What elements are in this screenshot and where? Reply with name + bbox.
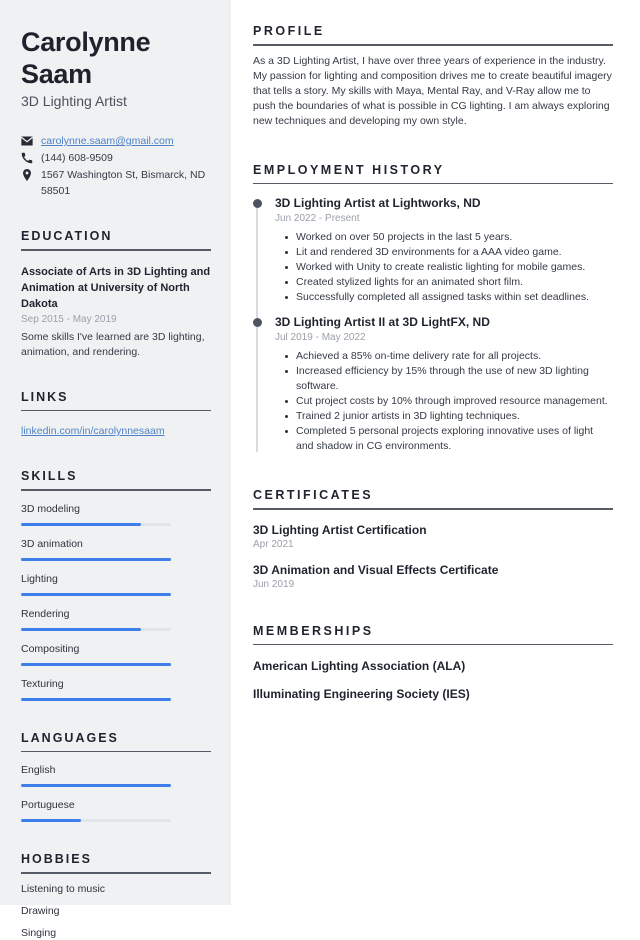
person-name: Carolynne Saam [21,27,151,89]
hobby-item: Singing [21,926,57,939]
education-degree: Associate of Arts in 3D Lighting and Animation at University of North Dakota [21,265,211,310]
skill-item [21,643,211,666]
skill-bar-fill [21,558,171,561]
bullet-text: Lit and rendered 3D environments for a AAA video game. [296,246,562,258]
skills-heading: SKILLS [21,469,78,483]
skill-label: Texturing [21,677,64,690]
profile-text: As a 3D Lighting Artist, I have over three years of experience in the industry. My passion for lighting and composition drives me to create beautiful imagery that tells a story. My skills with Maya, Mental Ray, and V-Ray allow me to push the boundaries of what is possible in CG lighting. I am always exploring new techniques and developing my own style. [253,54,612,127]
certificate-title: 3D Animation and Visual Effects Certificate [253,562,499,577]
links-heading: LINKS [21,389,69,404]
bullet-icon [285,355,288,358]
skill-bar [21,663,171,666]
membership-item: Illuminating Engineering Society (IES) [253,687,470,701]
language-label: English [21,764,56,776]
skill-bar-fill [21,593,171,596]
skill-item [21,608,211,631]
skill-label: Lighting [21,572,58,585]
job-title: 3D Lighting Artist at Lightworks, ND [275,196,481,210]
phone-icon [21,152,33,164]
divider [253,183,613,185]
certificate-date: Apr 2021 [253,538,294,550]
skill-bar-fill [21,628,141,631]
links-section [21,390,211,440]
bullet-item [275,245,613,260]
bullet-icon [285,281,288,284]
certificate-date: Jun 2019 [253,578,295,590]
bullet-item [275,275,613,290]
bullet-icon [285,266,288,269]
person-job-title: 3D Lighting Artist [21,93,127,109]
bullet-item [275,349,613,364]
bullet-item [275,409,613,424]
hobbies-section [21,852,211,940]
education-dates: Sep 2015 - May 2019 [21,313,117,325]
profile-section [253,24,613,129]
certificate-item [253,523,613,550]
skill-item [21,573,211,596]
bullet-item [275,230,613,245]
job-entry [275,196,613,305]
language-label: Portuguese [21,799,75,811]
location-icon [21,169,33,181]
skill-item [21,538,211,561]
bullet-icon [285,415,288,418]
timeline-dot [253,199,262,208]
bullet-icon [285,296,288,299]
skill-item [21,678,211,701]
certificate-item [253,563,613,590]
address: 1567 Washington St, Bismarck, ND 58501 [41,169,206,197]
language-item [21,764,211,787]
bullet-text: Completed 5 personal projects exploring innovative uses of light and shadow in CG environments. [296,425,594,452]
contact-address-row [21,167,211,199]
bullet-icon [285,370,288,373]
bullet-text: Achieved a 85% on-time delivery rate for all projects. [296,350,542,362]
hobby-item: Drawing [21,904,60,917]
skill-item [21,503,211,526]
skill-bar [21,593,171,596]
email-icon [21,135,33,147]
certificate-title: 3D Lighting Artist Certification [253,522,427,537]
bullet-text: Successfully completed all assigned tasks within set deadlines. [296,291,589,303]
divider [21,872,211,874]
bullet-icon [285,236,288,239]
certificates-heading: CERTIFICATES [253,488,374,502]
divider [21,249,211,251]
bullet-text: Worked with Unity to create realistic lighting for mobile games. [296,261,586,273]
employment-section [253,163,613,455]
bullet-text: Cut project costs by 10% through improved resource management. [296,395,608,407]
job-bullets [275,230,613,305]
job-title: 3D Lighting Artist II at 3D LightFX, ND [275,315,490,329]
language-bar-fill [21,819,81,822]
language-item [21,799,211,822]
language-bar [21,784,171,787]
job-dates: Jul 2019 - May 2022 [275,332,366,343]
memberships-heading: MEMBERSHIPS [253,623,374,638]
bullet-item [275,260,613,275]
job-entry [275,315,613,454]
bullet-item [275,364,613,394]
phone-number: (144) 608-9509 [41,152,113,164]
languages-section [21,731,211,823]
job-bullets [275,349,613,454]
linkedin-link[interactable]: linkedin.com/in/carolynnesaam [21,425,165,437]
bullet-item [275,424,613,454]
hobbies-heading: HOBBIES [21,852,92,866]
divider [21,751,211,753]
bullet-icon [285,430,288,433]
skill-label: Rendering [21,607,70,620]
job-dates: Jun 2022 - Present [275,213,360,224]
divider [253,644,613,646]
employment-heading: EMPLOYMENT HISTORY [253,162,445,177]
skill-bar-fill [21,698,171,701]
membership-item: American Lighting Association (ALA) [253,659,466,673]
hobby-list [21,882,211,940]
divider [21,489,211,491]
employment-timeline [253,196,613,454]
bullet-icon [285,400,288,403]
divider [253,508,613,510]
skill-bar [21,523,171,526]
divider [253,44,613,46]
bullet-text: Increased efficiency by 15% through the use of new 3D lighting software. [296,365,589,392]
languages-heading: LANGUAGES [21,730,119,745]
language-bar-fill [21,784,171,787]
bullet-icon [285,251,288,254]
skill-label: 3D animation [21,537,83,550]
hobby-item: Listening to music [21,882,106,895]
sidebar [0,0,231,939]
skill-bar [21,628,171,631]
timeline-dot [253,318,262,327]
bullet-item [275,290,613,305]
bullet-text: Worked on over 50 projects in the last 5 years. [296,231,513,243]
skill-bar [21,698,171,701]
contact-phone-row [21,150,211,166]
skill-bar [21,558,171,561]
email-link[interactable]: carolynne.saam@gmail.com [41,135,174,147]
divider [21,410,211,412]
bullet-text: Created stylized lights for an animated short film. [296,276,524,288]
skill-bar-fill [21,663,171,666]
education-heading: EDUCATION [21,229,113,243]
skill-bar-fill [21,523,141,526]
language-bar [21,819,171,822]
bullet-item [275,394,613,409]
contact-block [21,133,211,199]
skills-section [21,469,211,701]
main-column [231,0,640,905]
education-section [21,229,211,360]
profile-heading: PROFILE [253,24,325,38]
bullet-text: Trained 2 junior artists in 3D lighting techniques. [296,410,520,422]
contact-email-row [21,133,211,149]
skill-label: 3D modeling [21,502,80,515]
certificates-section [253,488,613,590]
education-description: Some skills I've learned are 3D lighting, animation, and rendering. [21,330,205,358]
memberships-section [253,624,613,702]
skill-label: Compositing [21,642,80,655]
